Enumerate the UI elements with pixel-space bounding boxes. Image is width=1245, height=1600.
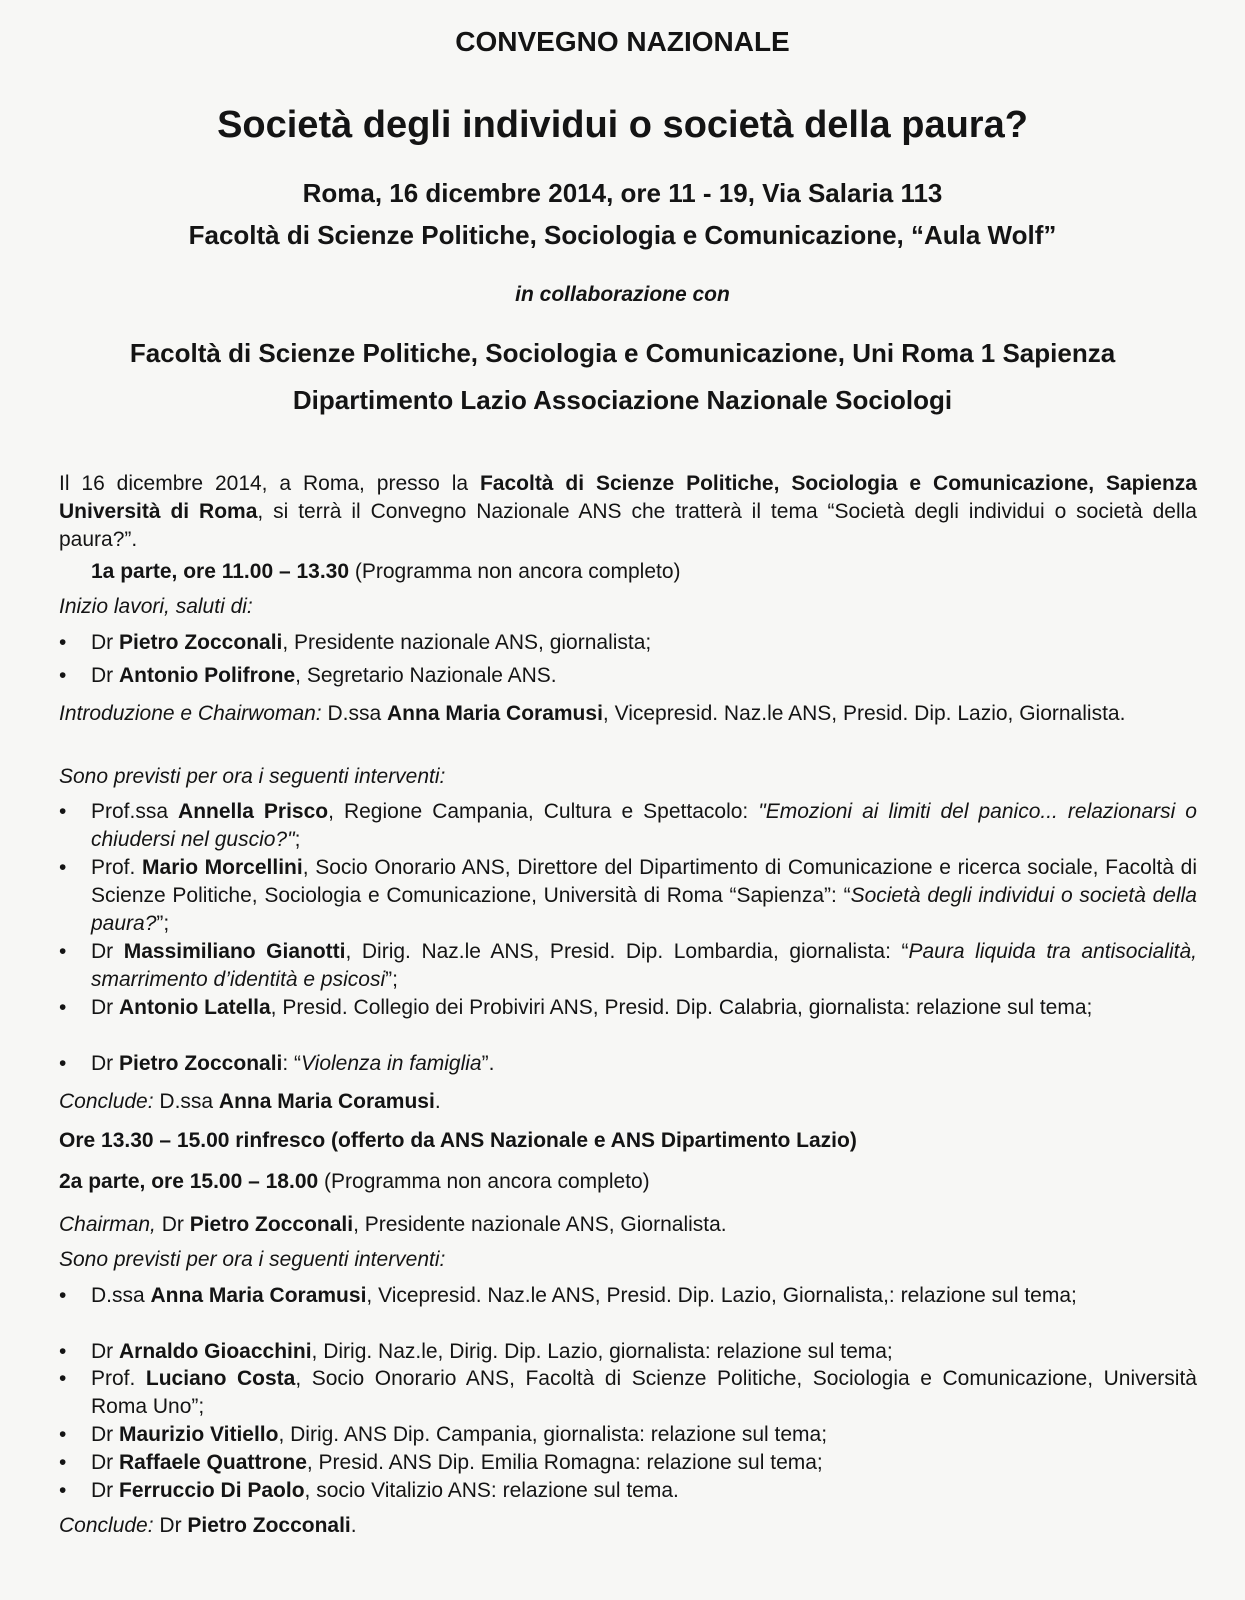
talk-item xyxy=(59,1477,1197,1505)
speaker-role: , Presid. ANS Dip. Emilia Romagna: relazione sul tema; xyxy=(306,1451,823,1474)
speaker-title: D.ssa xyxy=(91,1284,151,1307)
speaker-role: , Dirig. Naz.le ANS, Presid. Dip. Lombardia, giornalista: “ xyxy=(345,940,909,963)
speaker-title: Dr xyxy=(91,940,124,963)
speaker-role: , Presidente nazionale ANS, Giornalista. xyxy=(353,1213,727,1236)
intro-text-2: , si terrà il Convegno Nazionale ANS che tratterà il tema “Società degli individui o società della paura?”. xyxy=(59,500,1197,551)
part1-heading-time: 1a parte, ore 11.00 – 13.30 xyxy=(91,560,350,583)
speaker-name: Arnaldo Gioacchini xyxy=(119,1340,312,1363)
speaker-name: Mario Morcellini xyxy=(142,856,303,879)
conference-place-date: Roma, 16 dicembre 2014, ore 11 - 19, Via Salaria 113 xyxy=(302,178,943,208)
speaker-title: Prof. xyxy=(91,1367,146,1390)
talk-end: ”. xyxy=(481,1052,495,1075)
bullet-icon: • xyxy=(59,1340,67,1363)
speaker-name: Annella Prisco xyxy=(178,800,329,823)
speaker-role: : “ xyxy=(282,1052,302,1075)
talk-topic: Violenza in famiglia xyxy=(301,1052,482,1075)
speaker-name: Anna Maria Coramusi xyxy=(387,702,603,725)
talks-label: Sono previsti per ora i seguenti interventi: xyxy=(59,765,446,788)
speaker-title: Dr xyxy=(91,1423,119,1446)
speaker-role: , Socio Onorario ANS, Facoltà di Scienze Politiche, Sociologia e Comunicazione, Università Roma Uno”; xyxy=(91,1367,1197,1418)
bullet-icon: • xyxy=(59,1423,67,1446)
bullet-icon: • xyxy=(59,940,67,963)
part1-heading-note: (Programma non ancora completo) xyxy=(349,560,681,583)
bullet-icon: • xyxy=(59,1052,67,1075)
speaker-title: D.ssa xyxy=(153,1090,219,1113)
speaker-name: Luciano Costa xyxy=(145,1367,296,1390)
speaker-title: Dr xyxy=(155,1213,190,1236)
talk-end: ”; xyxy=(156,912,170,935)
talk-item xyxy=(59,938,1197,994)
intro-venue: Facoltà di Scienze Politiche, Sociologia e Comunicazione, Sapienza Università di Roma xyxy=(59,472,1197,523)
talk-item xyxy=(59,1050,1197,1078)
speaker-role: , Presidente nazionale ANS, giornalista; xyxy=(282,631,652,654)
speaker-name: Pietro Zocconali xyxy=(119,631,283,654)
speaker-name: Massimiliano Gianotti xyxy=(123,940,346,963)
bullet-icon: • xyxy=(59,1367,67,1390)
speaker-title: Dr xyxy=(91,1451,119,1474)
part2-heading-time: 2a parte, ore 15.00 – 18.00 xyxy=(59,1170,319,1193)
bullet-icon: • xyxy=(59,1284,67,1307)
bullet-icon: • xyxy=(59,631,67,654)
speaker-title: Dr xyxy=(91,631,119,654)
partner-department: Dipartimento Lazio Associazione Nazionale Sociologi xyxy=(292,385,953,415)
lunch-break: Ore 13.30 – 15.00 rinfresco (offerto da ANS Nazionale e ANS Dipartimento Lazio) xyxy=(59,1129,857,1152)
talk-topic: "Emozioni ai limiti del panico... relazionarsi o chiudersi nel guscio?" xyxy=(91,800,1197,851)
speaker-role: , Vicepresid. Naz.le ANS, Presid. Dip. Lazio, Giornalista. xyxy=(602,702,1126,725)
closing-label: Conclude: xyxy=(59,1090,154,1113)
part1-closing xyxy=(59,1088,1197,1116)
bullet-icon: • xyxy=(59,1451,67,1474)
speaker-role: , Vicepresid. Naz.le ANS, Presid. Dip. Lazio, Giornalista,: relazione sul tema; xyxy=(366,1284,1077,1307)
speaker-title: Dr xyxy=(153,1514,188,1537)
bullet-icon: • xyxy=(59,664,67,687)
chairwoman-label: Introduzione e Chairwoman: xyxy=(59,702,322,725)
talk-end: ”; xyxy=(385,968,398,991)
intro-text-1: Il 16 dicembre 2014, a Roma, presso la xyxy=(59,472,480,495)
speaker-title: Dr xyxy=(91,664,119,687)
talk-item xyxy=(59,798,1197,854)
chairman-line xyxy=(59,1211,1197,1239)
speaker-name: Maurizio Vitiello xyxy=(119,1423,279,1446)
speaker-name: Pietro Zocconali xyxy=(187,1514,351,1537)
speaker-name: Antonio Latella xyxy=(119,996,271,1019)
talk-topic: Paura liquida tra antisocialità, smarrimento d’identità e psicosi xyxy=(91,940,1197,991)
chairman-label: Chairman, xyxy=(59,1213,156,1236)
speaker-role: , Dirig. ANS Dip. Campania, giornalista: relazione sul tema; xyxy=(278,1423,828,1446)
speaker-title: D.ssa xyxy=(321,702,388,725)
speaker-role: , Regione Campania, Cultura e Spettacolo: xyxy=(328,800,759,823)
speaker-role: , Socio Onorario ANS, Direttore del Dipartimento di Comunicazione e ricerca sociale, Facoltà di Scienze Politiche, Sociologia e Comunicazione, Università di Roma “Sapienza”: “ xyxy=(91,856,1198,907)
greeting-item xyxy=(59,662,1197,690)
talk-end: ; xyxy=(294,828,301,851)
greeting-item xyxy=(59,629,1197,657)
part2-heading-note: (Programma non ancora completo) xyxy=(318,1170,650,1193)
conference-title: Società degli individui o società della paura? xyxy=(217,104,1028,146)
closing-end: . xyxy=(434,1090,441,1113)
bullet-icon: • xyxy=(59,856,67,879)
talk-item xyxy=(59,854,1197,938)
speaker-role: , Presid. Collegio dei Probiviri ANS, Presid. Dip. Calabria, giornalista: relazione sul tema; xyxy=(270,996,1093,1019)
closing-label: Conclude: xyxy=(59,1514,154,1537)
speaker-role: , socio Vitalizio ANS: relazione sul tema. xyxy=(304,1479,679,1502)
part2-heading xyxy=(59,1168,1197,1196)
speaker-title: Dr xyxy=(91,996,119,1019)
partner-faculty: Facoltà di Scienze Politiche, Sociologia e Comunicazione, Uni Roma 1 Sapienza xyxy=(129,338,1116,368)
part1-heading xyxy=(91,558,1197,586)
talks-label: Sono previsti per ora i seguenti interventi: xyxy=(59,1248,446,1271)
talk-item xyxy=(59,1421,1197,1449)
speaker-title: Dr xyxy=(91,1052,119,1075)
conference-venue: Facoltà di Scienze Politiche, Sociologia e Comunicazione, “Aula Wolf” xyxy=(188,220,1057,250)
talk-item xyxy=(59,1365,1197,1421)
speaker-title: Prof.ssa xyxy=(91,800,179,823)
intro-paragraph xyxy=(59,470,1197,554)
speaker-name: Pietro Zocconali xyxy=(119,1052,283,1075)
speaker-name: Pietro Zocconali xyxy=(189,1213,354,1236)
conference-label: CONVEGNO NAZIONALE xyxy=(455,26,790,57)
bullet-icon: • xyxy=(59,996,67,1019)
speaker-title: Dr xyxy=(91,1340,119,1363)
speaker-role: , Segretario Nazionale ANS. xyxy=(295,664,557,687)
speaker-title: Dr xyxy=(91,1479,119,1502)
speaker-name: Anna Maria Coramusi xyxy=(218,1090,435,1113)
talk-item xyxy=(59,1449,1197,1477)
collaboration-label: in collaborazione con xyxy=(515,283,730,306)
speaker-name: Anna Maria Coramusi xyxy=(150,1284,367,1307)
bullet-icon: • xyxy=(59,1479,67,1502)
chairwoman-line xyxy=(59,700,1197,728)
speaker-name: Antonio Polifrone xyxy=(119,664,296,687)
talk-item xyxy=(59,1282,1197,1310)
closing-end: . xyxy=(350,1514,357,1537)
speaker-role: , Dirig. Naz.le, Dirig. Dip. Lazio, giornalista: relazione sul tema; xyxy=(311,1340,893,1363)
talk-item xyxy=(59,994,1197,1022)
opening-label: Inizio lavori, saluti di: xyxy=(59,595,253,618)
speaker-name: Ferruccio Di Paolo xyxy=(119,1479,305,1502)
speaker-title: Prof. xyxy=(91,856,143,879)
talk-item xyxy=(59,1338,1197,1366)
talk-topic: Società degli individui o società della paura? xyxy=(91,884,1197,935)
part2-closing xyxy=(59,1512,1197,1540)
bullet-icon: • xyxy=(59,800,67,823)
speaker-name: Raffaele Quattrone xyxy=(119,1451,307,1474)
